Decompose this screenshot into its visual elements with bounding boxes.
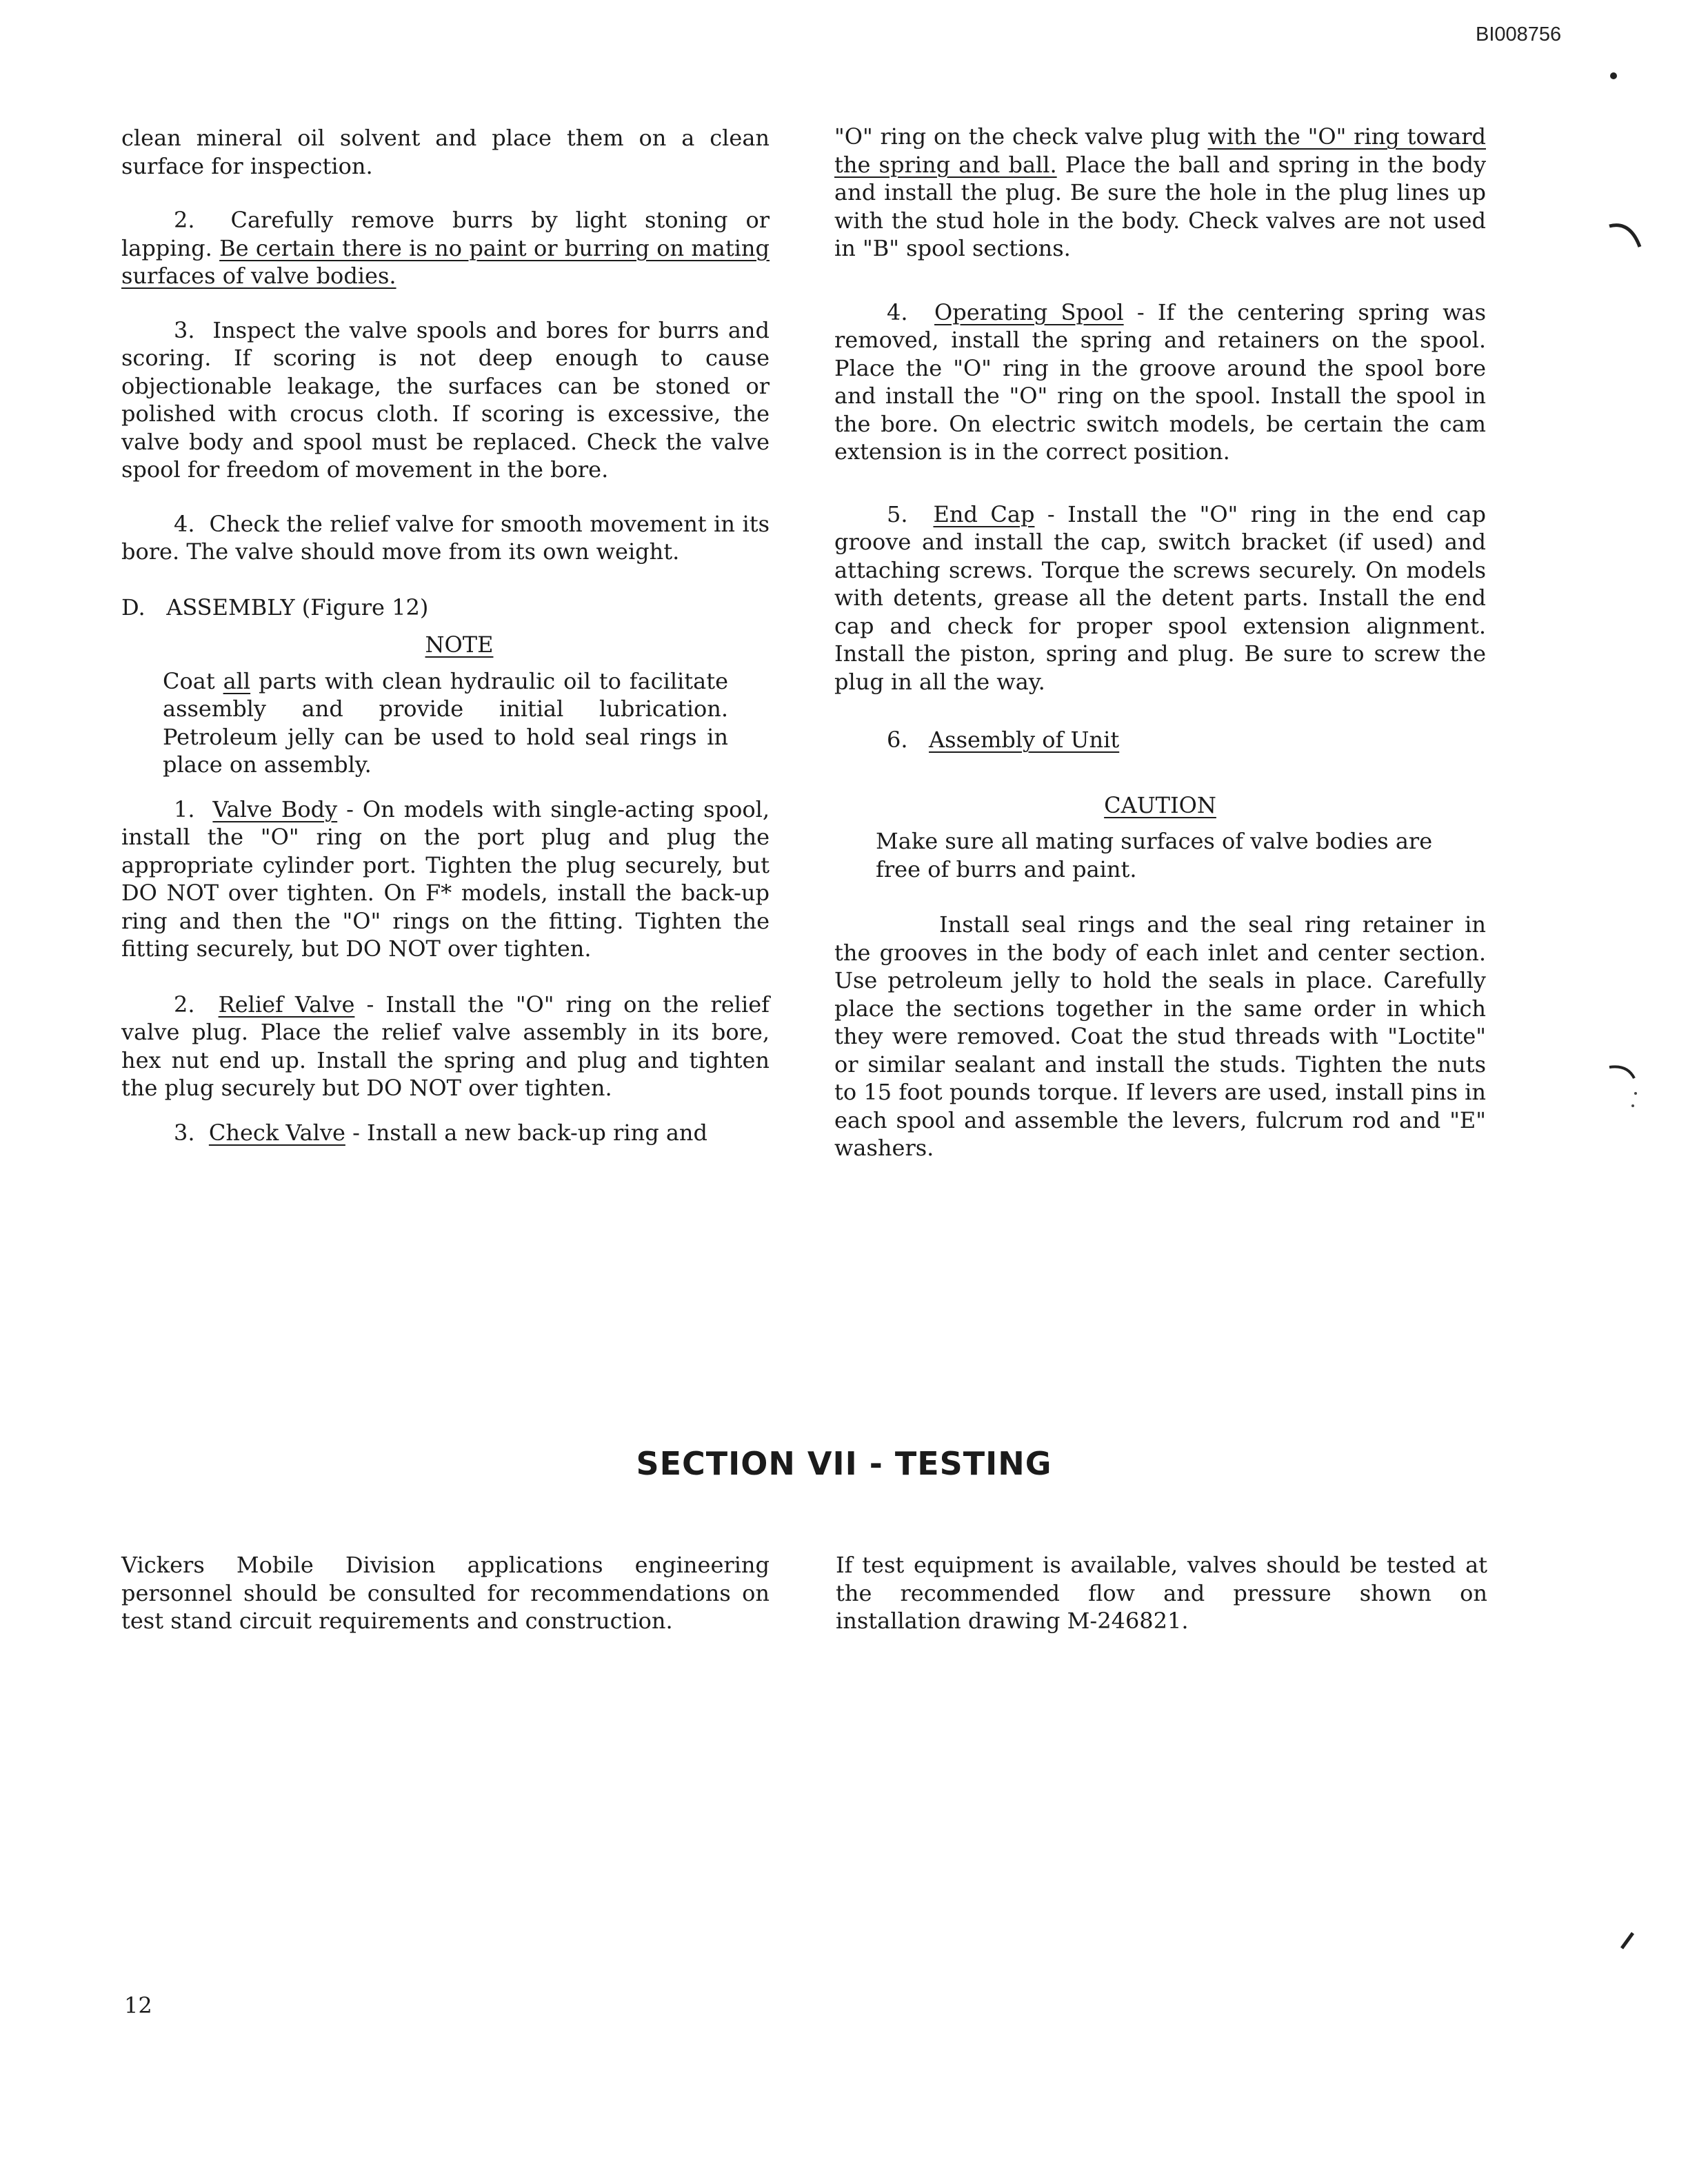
step-title: Valve Body [212, 796, 338, 822]
step-check-valve [121, 1119, 770, 1147]
caution-title: CAUTION [1104, 791, 1216, 818]
underlined-text: with the "O" ring toward the spring and ball. [834, 123, 1487, 178]
section-title: SECTION VII - TESTING [636, 1445, 1052, 1482]
step-relief-valve [121, 991, 770, 1102]
step-title: End Cap [933, 501, 1035, 527]
step-number: 3. [174, 1119, 195, 1146]
step-title: Operating Spool [934, 299, 1124, 325]
step-text: - If the centering spring was removed, install the spring and retainers on the spool. Place the "O" ring in the groove around the spool bore and install the "O" ring on the spool. Install the spool in the bore. On electric switch models, be certain the cam extension is in the correct position. [834, 299, 1487, 465]
step-text: Check the relief valve for smooth movement in its bore. The valve should move from its own weight. [121, 510, 770, 565]
step-text: - Install a new back-up ring and [352, 1119, 708, 1146]
heading-assembly [121, 594, 770, 622]
step-end-cap [834, 501, 1486, 696]
scan-mark-tick [1618, 1928, 1638, 1955]
step-title: Relief Valve [218, 991, 355, 1018]
step-number: 6. [887, 727, 908, 753]
right-column [834, 123, 1486, 1189]
step-number: 5. [887, 501, 908, 527]
underlined-text: Be certain there is no paint or burring on mating surfaces of valve bodies. [121, 234, 770, 289]
step-text: - Install the "O" ring in the end cap groove and install the cap, switch bracket (if used) and attaching screws. Torque the screws securely. On models with detents, grease all the detent parts. Install the end cap and check for proper spool extension alignment. Install the piston, spring and plug. Be sure to screw the plug in all the way. [834, 501, 1487, 695]
scan-mark-dot [1607, 69, 1620, 83]
testing-left-paragraph: Vickers Mobile Division applications engineering personnel should be consulted for recommendations on test stand circuit requirements and construction. [121, 1552, 770, 1634]
step-text: - On models with single-acting spool, install the "O" ring on the port plug and plug the appropriate cylinder port. Tighten the plug securely, but DO NOT over tighten. On F* models, install the back-up ring and then the "O" rings on the fitting. Tighten the fitting securely, but DO NOT over tighten. [121, 796, 770, 962]
scan-mark-hook-top [1607, 219, 1648, 254]
left-column [121, 124, 770, 1173]
step-number: 4. [174, 510, 195, 537]
paragraph-step-4 [121, 510, 770, 566]
step-assembly-of-unit [887, 726, 1486, 754]
step-title: Check Valve [208, 1119, 345, 1146]
underlined-text: all [223, 667, 251, 694]
heading-letter: D. [121, 594, 145, 620]
paragraph-cleaning: clean mineral oil solvent and place them on a clean surface for inspection. [121, 125, 770, 179]
step-number: 4. [887, 299, 908, 325]
paragraph-step-2 [121, 206, 770, 290]
note-text: Coat all parts with clean hydraulic oil to facilitate assembly and provide initial lubrication. Petroleum jelly can be used to hold seal rings in place on assembly. [163, 667, 729, 778]
document-id: BI008756 [1476, 23, 1562, 46]
step-text: Carefully remove burrs by light stoning or lapping. [121, 207, 770, 261]
scan-mark-hook-middle [1607, 1060, 1648, 1122]
step-number: 2. [174, 991, 195, 1018]
caution-text: Make sure all mating surfaces of valve bodies are free of burrs and paint. [876, 828, 1433, 882]
step-number: 2. [174, 207, 195, 233]
step-title: Assembly of Unit [929, 727, 1120, 753]
step-valve-body [121, 796, 770, 963]
step-text: - Install the "O" ring on the relief valve plug. Place the relief valve assembly in its bore, hex nut end up. Install the spring and plug and tighten the plug securely but DO NOT over tighten. [121, 991, 770, 1101]
page-number: 12 [124, 1992, 152, 2019]
check-valve-continued: "O" ring on the check valve plug with the "O" ring toward the spring and ball. Place the ball and spring in the body and install the plug. Be sure the hole in the plug lines up with the stud hole in the body. Check valves are not used in "B" spool sections. [834, 123, 1487, 261]
testing-right-paragraph: If test equipment is available, valves should be tested at the recommended flow and pressure shown on installation drawing M-246821. [836, 1552, 1487, 1634]
step-number: 3. [174, 316, 195, 343]
step-text: Inspect the valve spools and bores for burrs and scoring. If scoring is not deep enough to cause objectionable leakage, the surfaces can be stoned or polished with crocus cloth. If scoring is excessive, the valve body and spool must be replaced. Check the valve spool for freedom of movement in the bore. [121, 316, 770, 483]
heading-text: ASSEMBLY (Figure 12) [166, 594, 429, 620]
paragraph-assembly-final: Install seal rings and the seal ring retainer in the grooves in the body of each inlet and center section. Use petroleum jelly to hold the seals in place. Carefully place the sections together in the same order in which they were removed. Coat the stud threads with "Loctite" or similar sealant and install the studs. Tighten the nuts to 15 foot pounds torque. If levers are used, install pins in each spool and assemble the levers, fulcrum rod and "E" washers. [834, 911, 1486, 1161]
step-number: 1. [174, 796, 195, 822]
note-title: NOTE [425, 631, 494, 658]
step-operating-spool [834, 299, 1486, 466]
paragraph-step-3 [121, 316, 770, 484]
